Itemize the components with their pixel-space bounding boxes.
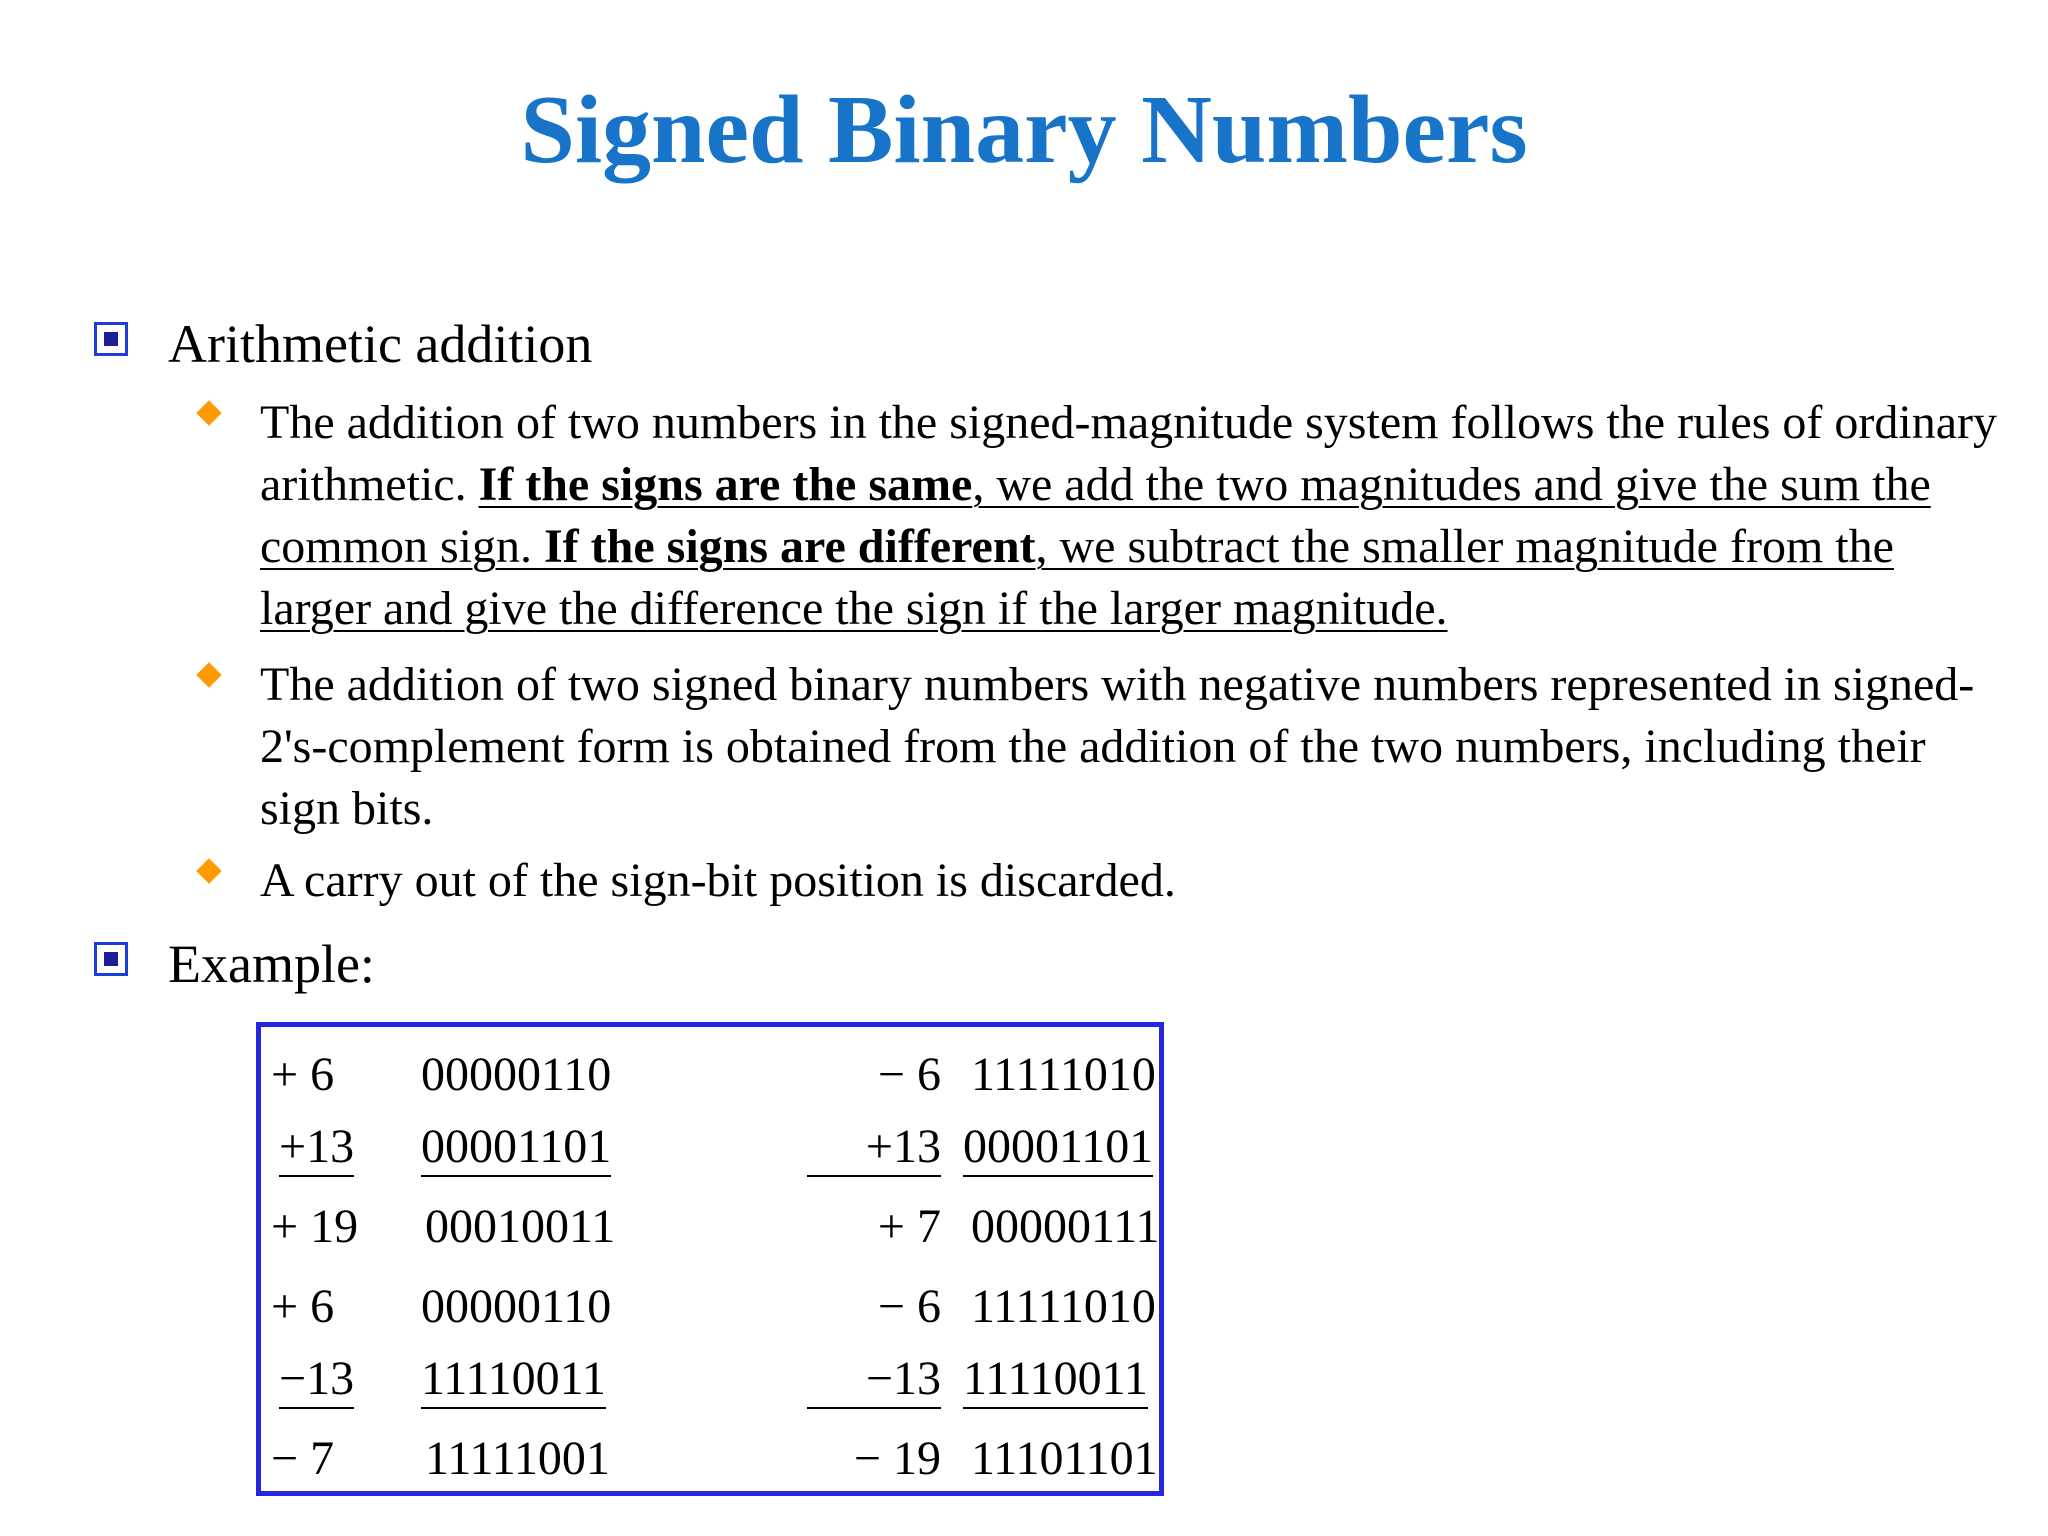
bullet-text	[260, 392, 2000, 640]
diamond-bullet-icon	[196, 662, 221, 687]
decimal-operand: −13	[279, 1351, 354, 1409]
diamond-bullet-icon	[196, 400, 221, 425]
decimal-operand: + 6	[271, 1280, 335, 1333]
decimal-operand: − 6	[877, 1280, 941, 1333]
bullet-text: A carry out of the sign-bit position is discarded.	[260, 854, 1176, 907]
binary-operand: 11110011	[421, 1351, 606, 1409]
decimal-result: − 7	[271, 1432, 335, 1485]
decimal-result: + 19	[271, 1200, 359, 1253]
decimal-operand: + 6	[271, 1048, 335, 1101]
bullet-text: The addition of two signed binary numbers with negative numbers represented in signed-2's-complement form is obtained from the addition of the two numbers, including their sign bits.	[260, 658, 1975, 835]
underlined-text: , we subtract the smaller magnitude from the larger and give the difference the sign if the larger magnitude.	[260, 520, 1894, 635]
underlined-text: , we add the two magnitudes and give the sum the common sign.	[260, 458, 1931, 573]
section-heading: Example:	[168, 934, 375, 994]
example-table	[256, 1022, 1164, 1496]
binary-result: 00000111	[971, 1200, 1160, 1253]
decimal-operand: −13	[807, 1351, 941, 1409]
binary-operand: 11111010	[971, 1048, 1156, 1101]
emphasis-different-signs: If the signs are different	[544, 520, 1036, 573]
bullet-plain-text: The addition of two numbers in the signed-magnitude system follows the rules of ordinary arithmetic.	[260, 396, 1997, 511]
decimal-result: + 7	[877, 1200, 941, 1253]
square-bullet-icon	[94, 942, 128, 976]
binary-operand: 11111010	[971, 1280, 1156, 1333]
section-heading: Arithmetic addition	[168, 314, 593, 374]
decimal-result: − 19	[853, 1432, 941, 1485]
binary-result: 11111001	[425, 1432, 610, 1485]
slide-title: Signed Binary Numbers	[520, 76, 1528, 184]
binary-result: 00010011	[425, 1200, 616, 1253]
diamond-bullet-icon	[196, 858, 221, 883]
binary-operand: 00001101	[421, 1119, 611, 1177]
binary-result: 11101101	[971, 1432, 1158, 1485]
decimal-operand: +13	[279, 1119, 354, 1177]
binary-operand: 00001101	[963, 1119, 1153, 1177]
binary-operand: 00000110	[421, 1280, 612, 1333]
square-bullet-icon	[94, 322, 128, 356]
binary-operand: 00000110	[421, 1048, 612, 1101]
binary-operand: 11110011	[963, 1351, 1148, 1409]
decimal-operand: +13	[807, 1119, 941, 1177]
emphasis-same-signs: If the signs are the same	[478, 458, 973, 511]
decimal-operand: − 6	[877, 1048, 941, 1101]
